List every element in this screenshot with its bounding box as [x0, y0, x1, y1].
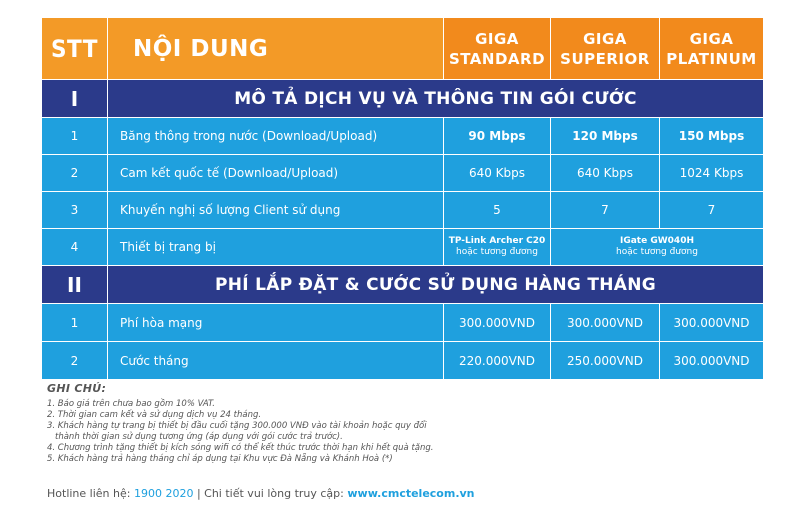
section-title: MÔ TẢ DỊCH VỤ VÀ THÔNG TIN GÓI CƯỚC: [108, 80, 763, 118]
row-stt: 3: [42, 192, 108, 229]
section-number: II: [42, 266, 108, 304]
row-value-standard: 640 Kbps: [444, 155, 551, 192]
row-content: Băng thông trong nước (Download/Upload): [108, 118, 444, 155]
row-value-standard: 220.000VND: [444, 342, 551, 380]
notes-block: [47, 382, 607, 465]
table-row: [42, 229, 763, 266]
row-value-standard: 5: [444, 192, 551, 229]
row-value-platinum: 150 Mbps: [660, 118, 763, 155]
table-row: [42, 304, 763, 342]
row-value-standard: 90 Mbps: [444, 118, 551, 155]
row-value-superior: 300.000VND: [551, 304, 660, 342]
section-row-2: [42, 266, 763, 304]
note-item: 2. Thời gian cam kết và sử dụng dịch vụ 24 tháng.: [47, 410, 262, 420]
note-item: 3. Khách hàng tự trang bị thiết bị đầu cuối tặng 300.000 VNĐ vào tài khoản hoặc quy đổi: [47, 421, 427, 431]
table-row: [42, 192, 763, 229]
row-content: Phí hòa mạng: [108, 304, 444, 342]
footer-contact: [47, 487, 475, 500]
row-stt: 2: [42, 342, 108, 380]
header-stt: STT: [42, 18, 108, 80]
section-number: I: [42, 80, 108, 118]
row-value-platinum: 300.000VND: [660, 304, 763, 342]
row-value-superior: 250.000VND: [551, 342, 660, 380]
row-value-superior-platinum: [551, 229, 763, 266]
device-name: TP-Link Archer C20: [448, 236, 546, 246]
device-name: IGate GW040H: [620, 236, 694, 246]
table-header-row: [42, 18, 763, 80]
row-value-superior: 640 Kbps: [551, 155, 660, 192]
table-row: [42, 342, 763, 380]
row-value-standard: 300.000VND: [444, 304, 551, 342]
note-item: 4. Chương trình tặng thiết bị kích sóng wifi có thể kết thúc trước thời hạn khi hết quà tặng.: [47, 443, 434, 453]
notes-title: GHI CHÚ:: [47, 382, 107, 395]
header-plan-standard: GIGA STANDARD: [444, 18, 551, 80]
row-value-platinum: 1024 Kbps: [660, 155, 763, 192]
row-content: Khuyến nghị số lượng Client sử dụng: [108, 192, 444, 229]
row-value-superior: 7: [551, 192, 660, 229]
note-item: 1. Báo giá trên chưa bao gồm 10% VAT.: [47, 399, 215, 409]
section-title: PHÍ LẮP ĐẶT & CƯỚC SỬ DỤNG HÀNG THÁNG: [108, 266, 763, 304]
row-stt: 4: [42, 229, 108, 266]
row-content: Cam kết quốc tế (Download/Upload): [108, 155, 444, 192]
header-content: NỘI DUNG: [108, 18, 444, 80]
footer-separator: | Chi tiết vui lòng truy cập:: [193, 487, 348, 500]
table-row: [42, 118, 763, 155]
table-row: [42, 155, 763, 192]
row-content: Thiết bị trang bị: [108, 229, 444, 266]
device-note: hoặc tương đương: [456, 247, 538, 257]
row-stt: 1: [42, 304, 108, 342]
device-note: hoặc tương đương: [616, 247, 698, 257]
row-value-superior: 120 Mbps: [551, 118, 660, 155]
row-value-platinum: 7: [660, 192, 763, 229]
row-stt: 2: [42, 155, 108, 192]
hotline-label: Hotline liên hệ:: [47, 487, 134, 500]
row-stt: 1: [42, 118, 108, 155]
hotline-number[interactable]: 1900 2020: [133, 487, 194, 500]
note-item: thành thời gian sử dụng tương ứng (áp dụng với gói cước trả trước).: [55, 432, 343, 442]
row-value-standard: [444, 229, 551, 266]
header-plan-superior: GIGA SUPERIOR: [551, 18, 660, 80]
row-content: Cước tháng: [108, 342, 444, 380]
header-plan-platinum: GIGA PLATINUM: [660, 18, 763, 80]
row-value-platinum: 300.000VND: [660, 342, 763, 380]
website-link[interactable]: www.cmctelecom.vn: [347, 487, 475, 500]
section-row-1: [42, 80, 763, 118]
note-item: 5. Khách hàng trả hàng tháng chỉ áp dụng tại Khu vực Đà Nẵng và Khánh Hoà (*): [47, 454, 393, 464]
